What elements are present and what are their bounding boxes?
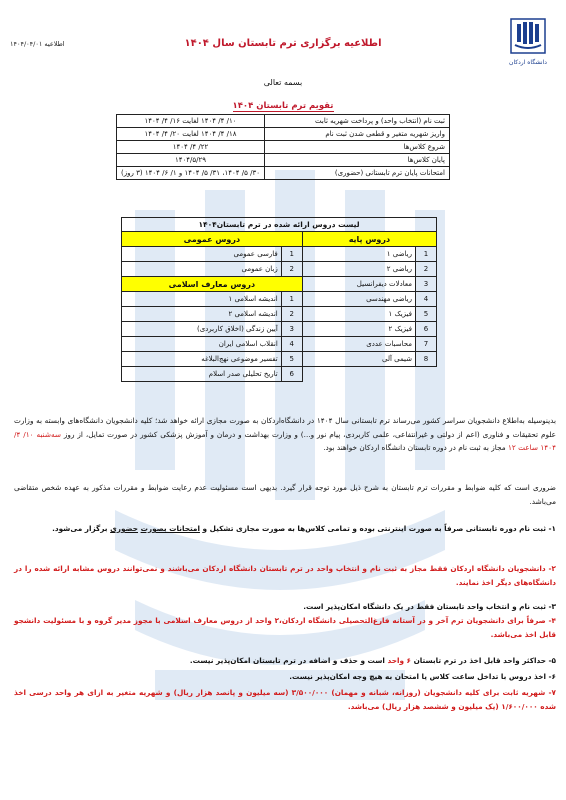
page-title: اطلاعیه برگزاری ترم تابستان سال ۱۴۰۴ (184, 38, 382, 49)
course-number: 4 (281, 337, 302, 352)
courses-header-row (122, 232, 437, 247)
courses-title: لیست دروس ارائه شده در ترم تابستان۱۴۰۴ (122, 218, 437, 232)
course-number: 5 (281, 352, 302, 367)
course-number: 1 (416, 247, 437, 262)
rule-2: ۲- دانشجویان دانشگاه اردکان فقط مجاز به ثبت نام و انتخاب واحد در ترم تابستان دانشگاه اردکان می‌باشند و نمی‌توانند دروس مشابه ارائه شده را در دانشگاه‌های دیگر اخذ نمایند. (14, 564, 556, 587)
intro-text-end: مجاز به ثبت نام در دوره تابستان دانشگاه اردکان خواهند بود. (323, 443, 506, 453)
rule-1-inperson: حضوری (110, 524, 139, 533)
rule-1-end: برگزار می‌شود. (52, 524, 108, 533)
calendar-label: ثبت نام (انتخاب واحد) و پرداخت شهریه ثابت (265, 115, 450, 128)
calendar-label: پایان کلاس‌ها (265, 154, 450, 167)
course-name: ریاضی ۲ (302, 262, 415, 277)
basmala: بسمه تعالی (263, 78, 303, 87)
rule-5-units: ۶ واحد (387, 656, 412, 665)
intro-text: بدینوسیله به‌اطلاع دانشجویان سراسر کشور می‌رساند ترم تابستانی سال ۱۴۰۴ در دانشگاه‌اردکان به صورت مجازی ارائه خواهد شد؛ کلیه دانشجویان دانشگاه‌های وابسته به وزارت علوم تحقیقات و فناوری (اعم از دولتی و غیرانتفاعی، علمی کاربردی، پیام نور و...) و وزارت بهداشت و درمان و آموزش پزشکی کشور در صورت تمایل، از روز (14, 416, 557, 439)
table-row (122, 277, 437, 292)
course-name: انقلاب اسلامی ایران (122, 337, 282, 352)
course-name: ریاضی مهندسی (302, 292, 415, 307)
rule-6: ۶- اخذ دروس با تداخل ساعت کلاس یا امتحان به هیچ وجه امکان‌پذیر نیست. (289, 672, 556, 681)
rules-intro (14, 481, 556, 508)
course-name: فارسی عمومی (122, 247, 282, 262)
intro-paragraph (14, 414, 556, 455)
course-number: 2 (281, 307, 302, 322)
announcement-ref: اطلاعیه ۱۴۰۴/۰۴/۰۱ (10, 40, 65, 48)
course-number: 4 (416, 292, 437, 307)
course-name: معادلات دیفرانسیل (302, 277, 415, 292)
course-number: 7 (416, 337, 437, 352)
course-name: فیزیک ۱ (302, 307, 415, 322)
calendar-label: شروع کلاس‌ها (265, 141, 450, 154)
rule-5-end: است و حذف و اضافه در ترم تابستان امکان‌پذیر نیست. (189, 656, 385, 665)
course-name: تفسیر موضوعی نهج‌البلاغه (122, 352, 282, 367)
rule-4: ۴- صرفاً برای دانشجویان ترم آخر و در آستانه فارغ‌التحصیلی دانشگاه اردکان،۲ واحد از دروس معارف اسلامی با مجوز مدیر گروه و با مسئولیت دانشجو قابل اخذ می‌باشد. (14, 616, 556, 639)
table-row (122, 322, 437, 337)
table-row (122, 337, 437, 352)
course-number: 1 (281, 292, 302, 307)
calendar-value: ۲۲/ ۴/ ۱۴۰۴ (117, 141, 265, 154)
course-name: ریاضی ۱ (302, 247, 415, 262)
logo-text: دانشگاه اردکان (509, 59, 547, 66)
rules-intro-text: ضروری است که کلیه ضوابط و مقررات ترم تابستان به شرح ذیل مورد توجه قرار گیرد. بدیهی است مسئولیت عدم رعایت (171, 483, 556, 492)
calendar-row (117, 154, 450, 167)
course-name: محاسبات عددی (302, 337, 415, 352)
islamic-courses-header: دروس معارف اسلامی (122, 277, 303, 292)
rule-1 (14, 522, 556, 536)
courses-caption-row (122, 218, 437, 232)
course-number: 2 (281, 262, 302, 277)
course-name: زبان عمومی (122, 262, 282, 277)
calendar-table (116, 114, 450, 180)
calendar-title: تقویم ترم تابستان ۱۴۰۴ (232, 101, 334, 111)
course-number: 6 (416, 322, 437, 337)
course-name: اندیشه اسلامی ۱ (122, 292, 282, 307)
course-name: شیمی آلی (302, 352, 415, 367)
course-number: 3 (281, 322, 302, 337)
rule-7: ۷- شهریه ثابت برای کلیه دانشجویان (روزانه، شبانه و مهمان) ۳/۵۰۰/۰۰۰ (سه میلیون و پانصد هزار ریال) و شهریه متغیر به ازای هر واحد درسی اخذ شده ۱/۶۰۰/۰۰۰ (یک میلیون و ششصد هزار ریال) می‌باشد. (14, 688, 556, 711)
calendar-label: واریز شهریه متغیر و قطعی شدن ثبت نام (265, 128, 450, 141)
general-courses-header: دروس عمومی (122, 232, 303, 247)
start-date: سه‌شنبه ۱۰/ ۴/ ۱۴۰۴ ساعت ۱۲ (14, 429, 556, 453)
calendar-value: ۱۸/ ۴/ ۱۴۰۴ لغایت ۲۰/ ۴/ ۱۴۰۴ (117, 128, 265, 141)
rule-5 (14, 654, 556, 668)
calendar-label: امتحانات پایان ترم تابستانی (حضوری) (265, 167, 450, 180)
course-number: 8 (416, 352, 437, 367)
course-number: 6 (281, 367, 302, 382)
course-name: تاریخ تحلیلی صدر اسلام (122, 367, 282, 382)
rule-3: ۳- ثبت نام و انتخاب واحد تابستان فقط در یک دانشگاه امکان‌پذیر است. (303, 602, 556, 611)
calendar-value: ۳۰/ ۵/ ۱۴۰۴، ۳۱/ ۵/ ۱۴۰۴ و ۱/ ۶/ ۱۴۰۴ (۳ روز) (117, 167, 265, 180)
table-row (122, 247, 437, 262)
course-number: 1 (281, 247, 302, 262)
course-number: 2 (416, 262, 437, 277)
course-name: اندیشه اسلامی ۲ (122, 307, 282, 322)
courses-table (121, 217, 437, 382)
rule-1-exam: امتحانات بصورت (140, 524, 200, 533)
rule-1-text: ۱- ثبت نام دوره تابستانی صرفاً به صورت اینترنتی بوده و تمامی کلاس‌ها به صورت مجازی تشکیل و (202, 524, 556, 533)
table-row (122, 292, 437, 307)
rules-intro-text-end: ضوابط و مقررات مذکور به عهده شخص متقاضی می‌باشد. (14, 483, 556, 506)
calendar-value: ۱۴۰۴/۵/۲۹ (117, 154, 265, 167)
course-name: فیزیک ۲ (302, 322, 415, 337)
course-name: آیین زندگی (اخلاق کاربردی) (122, 322, 282, 337)
table-row (122, 352, 437, 367)
page-header (10, 18, 556, 68)
table-row (122, 367, 437, 382)
calendar-row (117, 115, 450, 128)
course-number: 3 (416, 277, 437, 292)
course-number: 5 (416, 307, 437, 322)
table-row (122, 307, 437, 322)
table-row (122, 262, 437, 277)
calendar-row (117, 167, 450, 180)
calendar-row (117, 128, 450, 141)
basic-courses-header: دروس پایه (302, 232, 436, 247)
calendar-value: ۱۰/ ۴/ ۱۴۰۴ لغایت ۱۶/ ۴/ ۱۴۰۴ (117, 115, 265, 128)
calendar-row (117, 141, 450, 154)
rule-5-text: ۵- حداکثر واحد قابل اخذ در ترم تابستان (413, 656, 556, 665)
